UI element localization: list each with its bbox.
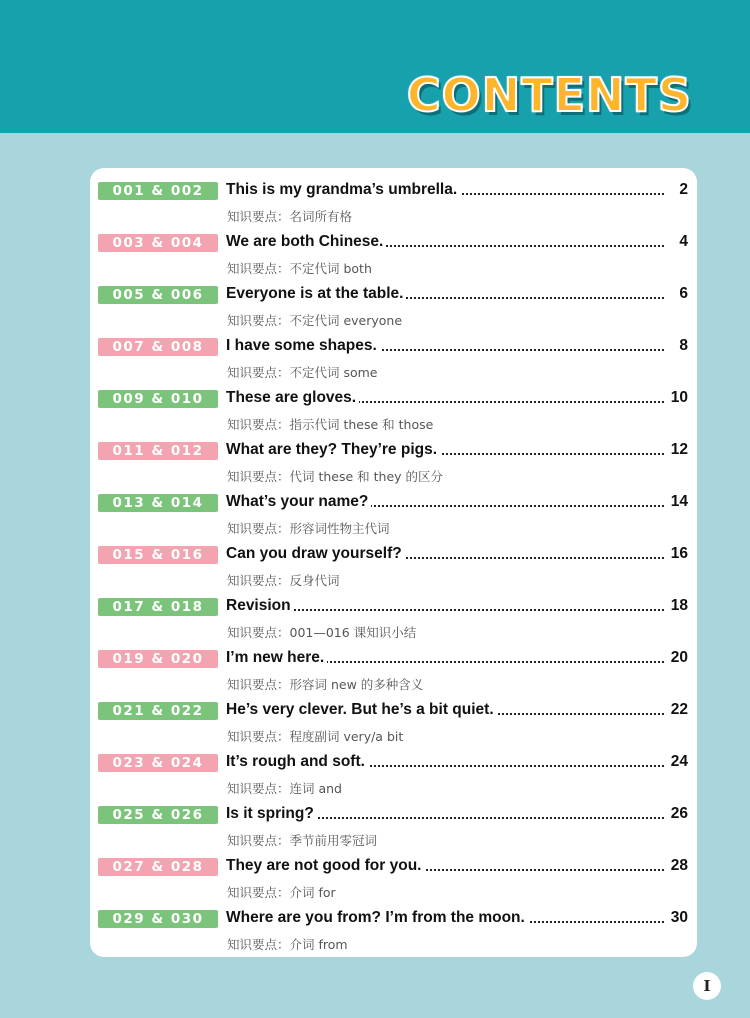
page-number: 4: [676, 233, 688, 251]
key-point: 知识要点：001—016 课知识小结: [227, 625, 417, 640]
lesson-title: Where are you from? I’m from the moon.: [226, 909, 528, 927]
toc-entry[interactable]: [98, 850, 688, 902]
key-point: 知识要点：不定代词 some: [227, 365, 378, 380]
toc-entry[interactable]: [98, 642, 688, 694]
lesson-title: Is it spring?: [226, 805, 317, 823]
toc-entry[interactable]: [98, 538, 688, 590]
page-number: 18: [668, 597, 688, 615]
page-number: 26: [668, 805, 688, 823]
page-number: 2: [676, 181, 688, 199]
page-number: 6: [676, 285, 688, 303]
page-number-badge: I: [693, 972, 721, 1000]
key-point: 知识要点：名词所有格: [227, 209, 353, 224]
key-point: 知识要点：反身代词: [227, 573, 340, 588]
dot-leader: [278, 661, 664, 663]
lesson-number-badge: 015 & 016: [98, 546, 218, 564]
lesson-number-badge: 005 & 006: [98, 286, 218, 304]
page-number: 20: [668, 649, 688, 667]
lesson-number-badge: 023 & 024: [98, 754, 218, 772]
key-point: 知识要点：介词 for: [227, 885, 336, 900]
lesson-number-badge: 017 & 018: [98, 598, 218, 616]
lesson-title: I’m new here.: [226, 649, 327, 667]
lesson-title: This is my grandma’s umbrella.: [226, 181, 460, 199]
toc-entry[interactable]: [98, 382, 688, 434]
key-point: 知识要点：指示代词 these 和 those: [227, 417, 434, 432]
page-number: 22: [668, 701, 688, 719]
page-number: 12: [668, 441, 688, 459]
page-number: 8: [676, 337, 688, 355]
page-number: 28: [668, 857, 688, 875]
contents-panel: [90, 168, 697, 957]
lesson-title: Everyone is at the table.: [226, 285, 406, 303]
lesson-title: They are not good for you.: [226, 857, 424, 875]
dot-leader: [278, 817, 664, 819]
lesson-number-badge: 021 & 022: [98, 702, 218, 720]
toc-entry[interactable]: [98, 226, 688, 278]
key-point: 知识要点：不定代词 both: [227, 261, 372, 276]
key-point: 知识要点：连词 and: [227, 781, 342, 796]
lesson-title: These are gloves.: [226, 389, 359, 407]
toc-entry[interactable]: [98, 902, 688, 954]
lesson-number-badge: 003 & 004: [98, 234, 218, 252]
lesson-title: He’s very clever. But he’s a bit quiet.: [226, 701, 497, 719]
lesson-title: I have some shapes.: [226, 337, 380, 355]
dot-leader: [278, 609, 664, 611]
lesson-number-badge: 025 & 026: [98, 806, 218, 824]
key-point: 知识要点：形容词性物主代词: [227, 521, 390, 536]
key-point: 知识要点：代词 these 和 they 的区分: [227, 469, 444, 484]
page-title: CONTENTS: [406, 68, 692, 122]
lesson-title: We are both Chinese.: [226, 233, 386, 251]
key-point: 知识要点：不定代词 everyone: [227, 313, 403, 328]
page-number: 24: [668, 753, 688, 771]
lesson-number-badge: 009 & 010: [98, 390, 218, 408]
toc-entry[interactable]: [98, 434, 688, 486]
toc-entry[interactable]: [98, 746, 688, 798]
toc-entry[interactable]: [98, 590, 688, 642]
page-number: 30: [668, 909, 688, 927]
lesson-title: What are they? They’re pigs.: [226, 441, 440, 459]
lesson-number-badge: 011 & 012: [98, 442, 218, 460]
toc-entry[interactable]: [98, 278, 688, 330]
toc-entry[interactable]: [98, 174, 688, 226]
lesson-number-badge: 027 & 028: [98, 858, 218, 876]
key-point: 知识要点：介词 from: [227, 937, 348, 952]
key-point: 知识要点：程度副词 very/a bit: [227, 729, 404, 744]
page-number: 16: [668, 545, 688, 563]
toc-entry[interactable]: [98, 330, 688, 382]
toc-entry[interactable]: [98, 694, 688, 746]
key-point: 知识要点：季节前用零冠词: [227, 833, 378, 848]
toc-entry[interactable]: [98, 486, 688, 538]
lesson-number-badge: 013 & 014: [98, 494, 218, 512]
lesson-number-badge: 029 & 030: [98, 910, 218, 928]
lesson-number-badge: 001 & 002: [98, 182, 218, 200]
page-number: 10: [668, 389, 688, 407]
lesson-title: What’s your name?: [226, 493, 371, 511]
lesson-title: It’s rough and soft.: [226, 753, 368, 771]
page-number: 14: [668, 493, 688, 511]
lesson-number-badge: 019 & 020: [98, 650, 218, 668]
lesson-number-badge: 007 & 008: [98, 338, 218, 356]
lesson-title: Can you draw yourself?: [226, 545, 405, 563]
lesson-title: Revision: [226, 597, 294, 615]
key-point: 知识要点：形容词 new 的多种含义: [227, 677, 424, 692]
toc-entry[interactable]: [98, 798, 688, 850]
